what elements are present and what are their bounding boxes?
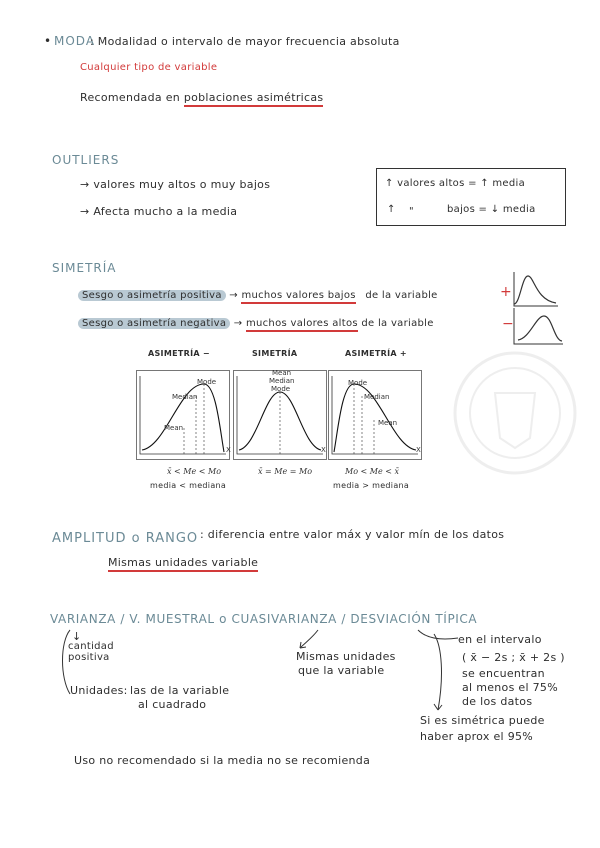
simetria-negative-row xyxy=(78,318,434,329)
moda-asymmetric-populations: poblaciones asimétricas xyxy=(184,91,324,107)
outliers-box-line-high: ↑ valores altos = ↑ media xyxy=(385,178,526,189)
seal-inner-ring xyxy=(470,368,560,458)
simetria-positive-label: Sesgo o asimetría positiva xyxy=(78,290,226,301)
simetria-plus-sign: + xyxy=(500,284,512,300)
varianza-units-text-squared: al cuadrado xyxy=(138,698,207,711)
outliers-box-line-low: bajos = ↓ media xyxy=(447,204,536,215)
amplitud-same-units-note: Mismas unidades variable xyxy=(108,556,258,572)
panel3-label-mode: Mode xyxy=(348,379,368,387)
varianza-arrow-down: ↓ xyxy=(72,630,82,643)
outliers-box-arrow-up: ↑ xyxy=(387,204,396,215)
panel1-label-median: Median xyxy=(172,393,198,401)
skew-sketch-negative xyxy=(510,306,565,348)
simetria-minus-sign: − xyxy=(502,316,514,332)
arrow-intervalo-line xyxy=(418,630,458,639)
panel1-axis-x: X xyxy=(226,446,231,454)
varianza-intervalo-5: de los datos xyxy=(462,695,533,708)
simetria-positive-highlight: muchos valores bajos xyxy=(241,290,355,304)
outliers-line-values: → valores muy altos o muy bajos xyxy=(80,178,271,191)
moda-note-recommended xyxy=(80,91,323,104)
outliers-box-ditto: " xyxy=(409,206,414,217)
varianza-positiva: positiva xyxy=(68,652,110,663)
chart-title-asym-neg: ASIMETRÍA − xyxy=(148,349,210,358)
panel3-axis-x: X xyxy=(416,446,421,454)
chart-panel-positive xyxy=(328,370,422,460)
outliers-heading: OUTLIERS xyxy=(52,153,120,167)
chart-title-asym-pos: ASIMETRÍA + xyxy=(345,349,407,358)
varianza-intervalo-4: al menos el 75% xyxy=(462,681,558,694)
amplitud-definition: : diferencia entre valor máx y valor mín de los datos xyxy=(200,528,505,541)
skew-sketch-positive xyxy=(510,270,560,310)
chart-title-sym: SIMETRÍA xyxy=(252,349,298,358)
amplitud-heading: AMPLITUD o RANGO xyxy=(52,531,199,546)
simetria-negative-label: Sesgo o asimetría negativa xyxy=(78,318,230,329)
moda-heading: MODA xyxy=(54,34,96,48)
outliers-line-affects-mean: → Afecta mucho a la media xyxy=(80,205,238,218)
simetria-positive-suffix: de la variable xyxy=(365,290,438,301)
varianza-intervalo-2: ( x̄ − 2s ; x̄ + 2s ) xyxy=(462,651,565,664)
panel2-axis-x: X xyxy=(321,446,326,454)
simetria-negative-arrow: → xyxy=(233,318,243,329)
panel1-label-mode: Mode xyxy=(197,378,217,386)
varianza-simetrica-2: haber aprox el 95% xyxy=(420,730,534,743)
varianza-footer-note: Uso no recomendado si la media no se recomienda xyxy=(74,754,371,767)
varianza-units-label: Unidades: xyxy=(70,684,128,697)
moda-definition: : Modalidad o intervalo de mayor frecuencia absoluta xyxy=(90,35,400,48)
varianza-arrow-to-mismas xyxy=(296,628,322,652)
simetria-negative-highlight: muchos valores altos xyxy=(246,318,358,332)
simetria-negative-suffix: de la variable xyxy=(361,318,434,329)
caption-mean-greater-median: media > mediana xyxy=(333,481,410,490)
sketch-negative-curve xyxy=(518,316,562,341)
varianza-simetrica-1: Si es simétrica puede xyxy=(420,714,545,727)
panel2-label-mean: Mean xyxy=(272,369,292,377)
simetria-positive-arrow: → xyxy=(229,290,238,301)
varianza-cantidad: cantidad xyxy=(68,641,114,652)
caption-mean-less-median: media < mediana xyxy=(150,481,227,490)
sketch-positive-axes xyxy=(514,272,558,306)
arrow-simetrica-line xyxy=(434,634,441,710)
eq-negative: x̄ < Me < Mo xyxy=(167,467,222,476)
sketch-positive-curve xyxy=(514,276,556,304)
panel3-label-median: Median xyxy=(364,393,390,401)
varianza-que-la-variable: que la variable xyxy=(298,664,385,677)
panel1-label-mean: Mean xyxy=(164,424,184,432)
varianza-heading: VARIANZA / V. MUESTRAL o CUASIVARIANZA / DESVIACIÓN TÍPICA xyxy=(50,612,478,626)
simetria-heading: SIMETRÍA xyxy=(52,261,117,275)
varianza-intervalo-3: se encuentran xyxy=(462,667,545,680)
outliers-box xyxy=(376,168,566,226)
moda-bullet: • xyxy=(44,34,52,48)
arrow-simetrica-head xyxy=(434,704,442,710)
varianza-mismas-unidades: Mismas unidades xyxy=(296,650,396,663)
simetria-positive-row xyxy=(78,290,438,301)
arrow-mismas-line xyxy=(300,630,318,648)
university-seal-watermark xyxy=(440,348,590,478)
varianza-units-text: las de la variable xyxy=(130,684,230,697)
varianza-intervalo-1: en el intervalo xyxy=(458,633,542,646)
panel2-label-mode: Mode xyxy=(271,385,291,393)
seal-crest xyxy=(495,393,535,448)
panel3-label-mean: Mean xyxy=(378,419,398,427)
varianza-arrows-right xyxy=(414,626,464,716)
eq-positive: Mo < Me < x̄ xyxy=(345,467,400,476)
seal-outer-ring xyxy=(455,353,575,473)
moda-recommended-prefix: Recomendada en xyxy=(80,91,181,104)
panel2-label-median: Median xyxy=(269,377,295,385)
eq-symmetric: x̄ = Me = Mo xyxy=(258,467,313,476)
moda-note-any-variable: Cualquier tipo de variable xyxy=(80,62,218,73)
